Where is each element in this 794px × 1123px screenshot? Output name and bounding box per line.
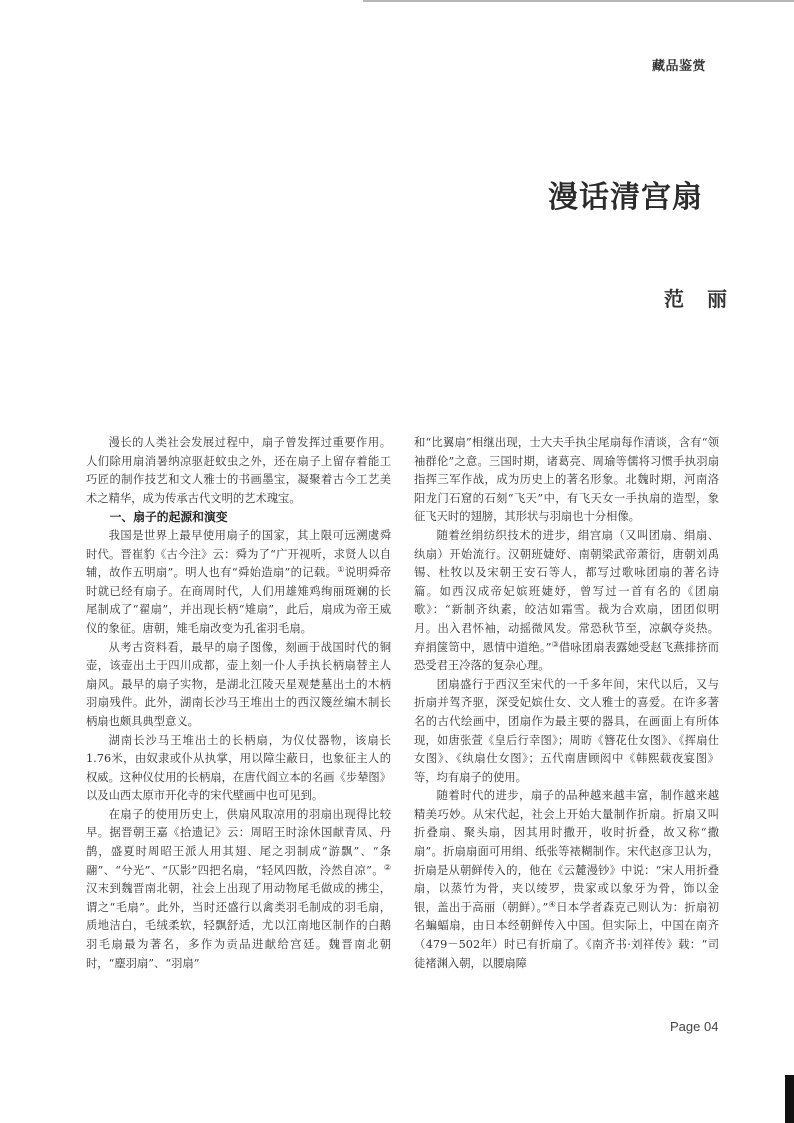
paragraph: 湖南长沙马王堆出土的长柄扇，为仪仗器物，该扇长1.76米，由奴隶或仆从执掌，用以障尘蔽日，也象征主人的权威。这种仪仗用的长柄扇，在唐代阎立本的名画《步辇图》以及山西太原市开化寺的宋代壁画中也可见到。	[86, 733, 392, 803]
paragraph	[414, 787, 719, 973]
paragraph	[86, 806, 391, 973]
footnote-marker: ④	[548, 899, 557, 909]
article-title: 漫话清宫扇	[548, 180, 703, 215]
text: 随着时代的进步，扇子的品种越来越丰富，制作越来越精美巧妙。从宋代起，社会上开始大量制作折扇。折扇又叫折叠扇、聚头扇，因其用时撒开，收时折叠，故又称“撒扇”。折扇扇面可用绢、纸张等裱糊制作。宋代赵彦卫认为，折扇是从朝鲜传入的，他在《云麓漫钞》中说：“宋人用折叠扇，以蒸竹为骨，夹以绫罗，贵家或以象牙为骨，饰以金银，盖出于高丽（朝鲜）。”	[414, 789, 719, 914]
footnote-marker: ①	[337, 565, 345, 575]
paragraph: 团扇盛行于西汉至宋代的一千多年间，宋代以后，又与折扇并驾齐驱，深受妃嫔仕女、文人雅士的喜爱。在许多著名的古代绘画中，团扇作为最主要的器具，在画面上有所体现，如唐张萱《皇后行幸图》；周昉《簪花仕女图》、《挥扇仕女图》、《纨扇仕女图》；五代南唐顾闳中《韩熙载夜宴图》等，均有扇子的使用。	[414, 677, 719, 784]
text: 在扇子的使用历史上，供扇风取凉用的羽扇出现得比较早。据晋朝王嘉《拾遗记》云：周昭王时涂休国献青凤、丹鹊，盛夏时周昭王派人用其翅、尾之羽制成“游飘”、“条翮”、“兮光”、“仄影”四把名扇，“轻风四散，泠然自凉”。	[86, 807, 391, 877]
paragraph	[86, 527, 391, 639]
right-column	[414, 434, 719, 973]
top-rule	[363, 0, 794, 2]
paragraph	[414, 527, 719, 676]
section-heading: 一、扇子的起源和演变	[109, 510, 228, 525]
text: 汉末到魏晋南北朝，社会上出现了用动物尾毛做成的拂尘，谓之“毛扇”。此外，当时还盛行以禽类羽毛制成的羽毛扇，质地洁白，毛绒柔软，轻飘舒适，尤以江南地区制作的白鹅羽毛扇最为著名，多作为贡品进献给宫廷。魏晋南北朝时，“麈羽扇”、“羽扇”	[86, 882, 391, 970]
footnote-marker: ②	[383, 862, 391, 872]
text: 我国是世界上最早使用扇子的国家，其上限可远溯虞舜时代。晋崔豹《古今注》云：舜为了“广开视听，求贤人以自辅，故作五明扇”。明人也有“舜始造扇”的记载。	[86, 528, 391, 580]
paragraph: 从考古资料看，最早的扇子图像，刻画于战国时代的铜壶，该壶出土于四川成都，壶上刻一仆人手执长柄扇替主人扇风。最早的扇子实物，是湖北江陵天星观楚墓出土的木柄羽扇残件。此外，湖南长沙马王堆出土的西汉篾丝编木制长柄扇也颇具典型意义。	[86, 640, 391, 728]
text: 随着丝绢纺织技术的进步，绢宫扇（又叫团扇、绢扇、纨扇）开始流行。汉朝班婕妤、南朝梁武帝萧衍，唐朝刘禹锡、杜牧以及宋朝王安石等人，都写过歌咏团扇的著名诗篇。如西汉成帝妃嫔班婕妤，曾写过一首有名的《团扇歌》：“新制齐纨素，皎洁如霜雪。裁为合欢扇，团团似明月。出入君怀袖，动摇微风发。常恐秋节至，凉飙夺炎热。弃捐箧笥中，恩情中道绝。”	[414, 528, 719, 654]
text: 说明舜帝时就已经有扇子。在商周时代，人们用雄雉鸡绚丽斑斓的长尾制成了“翟扇”，并出现长柄“雉扇”，此后，扇成为帝王威仪的象征。唐朝，雉毛扇改变为孔雀羽毛扇。	[86, 566, 392, 635]
intro-paragraph: 漫长的人类社会发展过程中，扇子曾发挥过重要作用。人们除用扇消暑纳凉驱赶蚊虫之外，还在扇子上留存着能工巧匠的制作技艺和文人雅士的书画墨宝，凝聚着古今工艺美术之精华，成为传承古代文明的艺术瑰宝。	[86, 436, 391, 505]
paragraph-continued: 和“比翼扇”相继出现，士大夫手执尘尾扇每作清谈，含有“领袖群伦”之意。三国时期，诸葛亮、周瑜等儒将习惯手执羽扇指挥三军作战，成为历史上的著名形象。北魏时期，河南洛阳龙门石窟的石刻“飞天”中，有飞天女一手执扇的造型，象征飞天时的翅膀，其形状与羽扇也十分相像。	[414, 436, 719, 524]
text: 日本学者森克己则认为：折扇初名蝙蝠扇，由日本经朝鲜传入中国。但实际上，中国在南齐（479－502年）时已有折扇了。《南齐书·刘祥传》载：“司徒褚渊入朝，以腰扇障	[414, 900, 719, 970]
page-edge-marker	[785, 1075, 794, 1123]
footnote-marker: ③	[551, 639, 559, 649]
left-column	[86, 434, 391, 973]
section-tag: 藏品鉴赏	[652, 59, 707, 74]
text: 借咏团扇表露她受赵飞燕排挤而恐受君王冷落的复杂心理。	[414, 640, 719, 673]
article-author: 范 丽	[664, 287, 735, 311]
page-number: Page 04	[670, 1019, 719, 1034]
